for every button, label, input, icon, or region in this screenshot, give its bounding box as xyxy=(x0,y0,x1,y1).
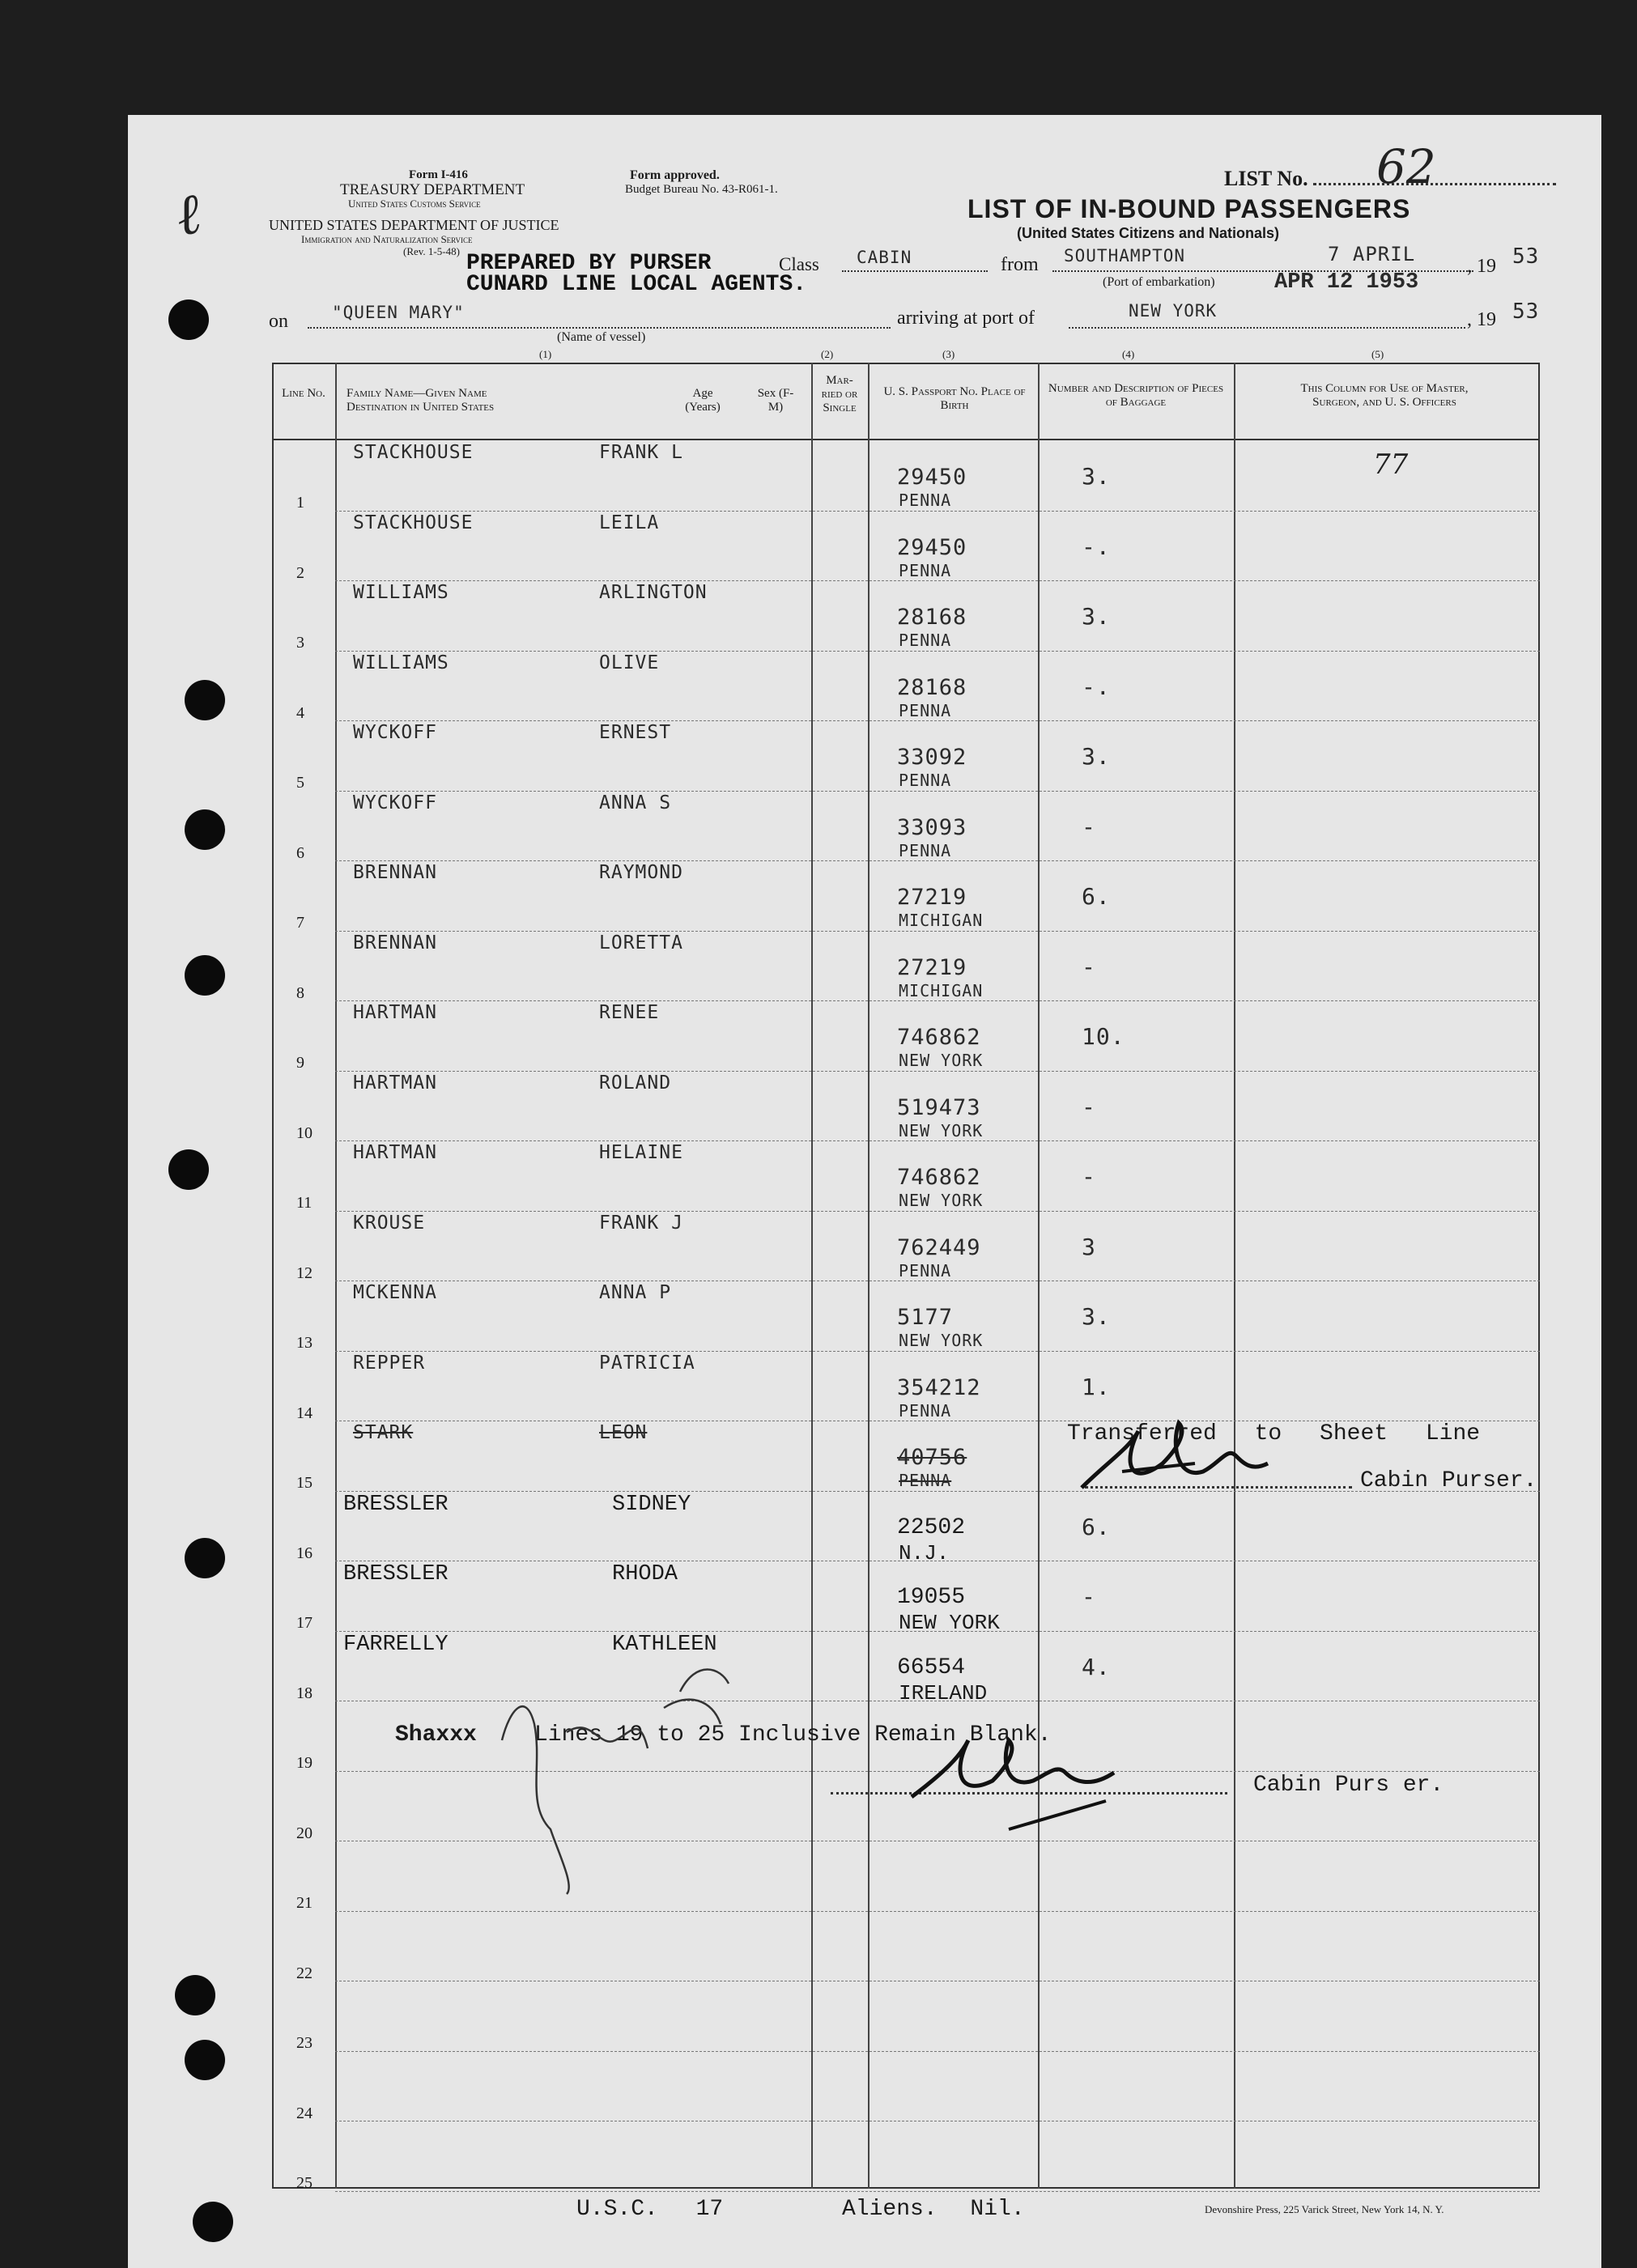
given-name: LORETTA xyxy=(599,932,683,953)
given-name: OLIVE xyxy=(599,652,660,673)
header-married: Mar- ried or Single xyxy=(821,374,858,414)
passport-number: 27219 xyxy=(897,954,967,980)
place-of-birth: MICHIGAN xyxy=(899,980,984,1000)
lines-blank-note: Lines 19 to 25 Inclusive Remain Blank. xyxy=(534,1722,1052,1748)
vessel-note: (Name of vessel) xyxy=(557,330,646,344)
form-title: LIST OF IN-BOUND PASSENGERS xyxy=(967,194,1411,223)
baggage-count: -. xyxy=(1082,673,1111,700)
line-number: 23 xyxy=(296,2034,313,2052)
family-name: WILLIAMS xyxy=(353,652,449,673)
footer-usc: U.S.C. 17 xyxy=(576,2197,724,2222)
place-of-birth: PENNA xyxy=(899,560,952,580)
row-divider xyxy=(335,931,1540,932)
baggage-count: 1. xyxy=(1082,1373,1111,1400)
passport-number: 28168 xyxy=(897,605,967,630)
header-sex: Sex (F-M) xyxy=(757,387,794,414)
place-of-birth: NEW YORK xyxy=(899,1120,984,1140)
on-label: on xyxy=(269,311,288,332)
family-name: HARTMAN xyxy=(353,1072,437,1094)
place-of-birth: PENNA xyxy=(899,771,952,790)
passport-number: 33092 xyxy=(897,745,967,770)
form-approved: Form approved. xyxy=(630,168,720,182)
embarkation-note: (Port of embarkation) xyxy=(1103,275,1215,289)
place-of-birth: PENNA xyxy=(899,1260,952,1281)
family-name: WYCKOFF xyxy=(353,792,437,813)
baggage-count: - xyxy=(1082,1163,1096,1190)
line-number: 18 xyxy=(296,1684,313,1702)
line-number: 9 xyxy=(296,1054,304,1072)
line-number: 8 xyxy=(296,983,304,1002)
passport-number: 5177 xyxy=(897,1305,954,1330)
family-name: REPPER xyxy=(353,1352,426,1374)
family-name: BRESSLER xyxy=(343,1492,449,1517)
baggage-count: 3. xyxy=(1082,1303,1111,1330)
punch-hole xyxy=(185,1538,225,1578)
family-name: WILLIAMS xyxy=(353,582,449,603)
line-number: 25 xyxy=(296,2174,313,2192)
punch-hole xyxy=(185,2040,225,2080)
handwritten-scribble xyxy=(478,1643,769,1902)
line-number: 21 xyxy=(296,1894,313,1912)
baggage-count: - xyxy=(1082,813,1096,840)
family-name: FARRELLY xyxy=(343,1632,449,1657)
footer-aliens: Aliens. Nil. xyxy=(842,2197,1025,2222)
line-number: 10 xyxy=(296,1123,313,1142)
given-name: LEILA xyxy=(599,512,660,533)
form-number: Form I-416 xyxy=(409,168,468,181)
given-name: FRANK L xyxy=(599,442,683,463)
given-name: FRANK J xyxy=(599,1212,683,1234)
form-revision: (Rev. 1-5-48) xyxy=(403,245,460,257)
row-divider xyxy=(335,580,1540,581)
place-of-birth: IRELAND xyxy=(899,1680,988,1705)
baggage-count: 6. xyxy=(1082,883,1111,910)
line-number: 22 xyxy=(296,1964,313,1982)
col-number-2: (2) xyxy=(821,348,834,360)
cabin-purser-2: Cabin Purs er. xyxy=(1253,1773,1444,1798)
given-name: ARLINGTON xyxy=(599,582,708,603)
header-officers: This Column for Use of Master, Surgeon, and U. S. Officers xyxy=(1300,382,1469,409)
baggage-count: 3 xyxy=(1082,1233,1096,1260)
baggage-count: 4. xyxy=(1082,1653,1111,1680)
prepared-by-line2: CUNARD LINE LOCAL AGENTS. xyxy=(466,272,807,297)
list-no-label: LIST No. xyxy=(1224,167,1308,190)
given-name: ROLAND xyxy=(599,1072,672,1094)
col-divider xyxy=(868,363,870,2189)
line-number: 2 xyxy=(296,563,304,582)
header-line-no: Line No. xyxy=(282,387,325,400)
vessel-underline xyxy=(308,327,891,329)
line-number: 7 xyxy=(296,914,304,932)
row-divider xyxy=(335,1631,1540,1632)
family-name: KROUSE xyxy=(353,1212,426,1234)
col-divider xyxy=(811,363,813,2189)
passport-number: 27219 xyxy=(897,885,967,910)
col-number-1: (1) xyxy=(539,348,552,360)
row-divider xyxy=(335,1071,1540,1072)
baggage-count: 3. xyxy=(1082,603,1111,630)
line-number: 3 xyxy=(296,634,304,652)
baggage-count: - xyxy=(1082,953,1096,980)
class-value: CABIN xyxy=(857,248,912,267)
arriving-port: NEW YORK xyxy=(1129,301,1218,321)
place-of-birth: PENNA xyxy=(899,631,952,650)
line-number: 17 xyxy=(296,1614,313,1632)
header-destination: Destination in United States xyxy=(347,401,495,414)
passport-number: 29450 xyxy=(897,534,967,560)
form-subtitle: (United States Citizens and Nationals) xyxy=(1017,225,1280,241)
col-number-3: (3) xyxy=(942,348,955,360)
vessel-name: "QUEEN MARY" xyxy=(332,303,465,322)
prepared-by-line1: PREPARED BY PURSER xyxy=(466,251,712,276)
col-number-5: (5) xyxy=(1371,348,1384,360)
given-name: PATRICIA xyxy=(599,1352,695,1374)
place-of-birth: PENNA xyxy=(899,491,952,510)
purser-signature-1 xyxy=(1074,1415,1284,1504)
given-name: ERNEST xyxy=(599,722,672,743)
punch-hole xyxy=(168,1149,209,1190)
row-divider xyxy=(335,1491,1540,1492)
transferred-note: Transferred to Sheet Line xyxy=(1067,1421,1481,1446)
place-of-birth: NEW YORK xyxy=(899,1611,1000,1635)
baggage-count: 6. xyxy=(1082,1513,1111,1540)
dept-ins: Immigration and Naturalization Service xyxy=(301,233,473,245)
passport-number: 29450 xyxy=(897,465,967,490)
col-divider xyxy=(335,363,337,2189)
place-of-birth: PENNA xyxy=(899,1400,952,1421)
year-prefix-2: , 19 xyxy=(1467,309,1496,330)
passport-number: 33093 xyxy=(897,814,967,840)
given-name: RENEE xyxy=(599,1002,660,1023)
given-name: RHODA xyxy=(612,1562,678,1586)
line-number: 19 xyxy=(296,1754,313,1772)
from-value: SOUTHAMPTON xyxy=(1064,246,1186,265)
punch-hole xyxy=(185,955,225,996)
officer-note: 77 xyxy=(1373,448,1409,481)
given-name: KATHLEEN xyxy=(612,1632,717,1657)
passport-number: 40756 xyxy=(897,1445,967,1470)
given-name: RAYMOND xyxy=(599,862,683,883)
passport-number: 19055 xyxy=(897,1585,966,1610)
passport-number: 66554 xyxy=(897,1654,966,1680)
passport-number: 746862 xyxy=(897,1025,981,1050)
punch-hole xyxy=(175,1975,215,2015)
row-divider xyxy=(335,791,1540,792)
class-label: Class xyxy=(779,254,819,274)
row-divider xyxy=(335,1211,1540,1212)
year-value-1: 53 xyxy=(1512,244,1540,269)
place-of-birth: NEW YORK xyxy=(899,1331,984,1350)
place-of-birth: PENNA xyxy=(899,1471,952,1490)
family-name: BRENNAN xyxy=(353,932,437,953)
punch-hole xyxy=(168,299,209,340)
printer-credit: Devonshire Press, 225 Varick Street, New York 14, N. Y. xyxy=(1205,2203,1444,2215)
line-number: 5 xyxy=(296,774,304,792)
row-divider xyxy=(335,860,1540,861)
arriving-label: arriving at port of xyxy=(897,308,1035,329)
line-number: 12 xyxy=(296,1264,313,1282)
budget-bureau: Budget Bureau No. 43-R061-1. xyxy=(625,183,778,196)
family-name: WYCKOFF xyxy=(353,722,437,743)
row-divider xyxy=(335,651,1540,652)
family-name: HARTMAN xyxy=(353,1002,437,1023)
from-label: from xyxy=(1001,254,1039,275)
row-divider xyxy=(335,720,1540,721)
table-header-bottom xyxy=(272,439,1540,440)
baggage-count: 3. xyxy=(1082,463,1111,490)
col-number-4: (4) xyxy=(1122,348,1135,360)
arrival-stamp-date: APR 12 1953 xyxy=(1274,270,1419,295)
place-of-birth: N.J. xyxy=(899,1540,950,1565)
passport-number: 354212 xyxy=(897,1374,981,1400)
family-name: STACKHOUSE xyxy=(353,512,474,533)
year-prefix-1: , 19 xyxy=(1467,256,1496,277)
line-number: 11 xyxy=(296,1194,313,1212)
arriving-underline xyxy=(1069,327,1465,329)
col-divider xyxy=(1038,363,1040,2189)
family-name: HARTMAN xyxy=(353,1142,437,1163)
family-name: MCKENNA xyxy=(353,1282,437,1303)
passport-number: 519473 xyxy=(897,1094,981,1120)
line-number: 1 xyxy=(296,494,304,512)
punch-hole xyxy=(185,680,225,720)
row-divider xyxy=(335,1911,1540,1912)
row-divider xyxy=(335,1140,1540,1141)
dept-treasury: TREASURY DEPARTMENT xyxy=(340,181,525,198)
cabin-purser-1: Cabin Purser. xyxy=(1360,1468,1537,1493)
purser-signature-2 xyxy=(895,1732,1138,1837)
place-of-birth: MICHIGAN xyxy=(899,911,984,930)
place-of-birth: PENNA xyxy=(899,840,952,860)
given-name: ANNA S xyxy=(599,792,672,813)
dept-customs: United States Customs Service xyxy=(348,197,481,210)
place-of-birth: PENNA xyxy=(899,700,952,720)
passport-number: 22502 xyxy=(897,1514,966,1540)
place-of-birth: NEW YORK xyxy=(899,1051,984,1070)
row-divider xyxy=(335,511,1540,512)
place-of-birth: NEW YORK xyxy=(899,1191,984,1210)
given-name: LEON xyxy=(599,1422,648,1443)
baggage-count: -. xyxy=(1082,533,1111,560)
dept-justice: UNITED STATES DEPARTMENT OF JUSTICE xyxy=(269,217,559,233)
row-divider xyxy=(335,2191,1540,2192)
family-name: STACKHOUSE xyxy=(353,442,474,463)
list-number: 62 xyxy=(1376,139,1436,194)
family-name: STARK xyxy=(353,1422,414,1443)
header-passport: U. S. Passport No. Place of Birth xyxy=(883,385,1026,412)
family-name: BRENNAN xyxy=(353,862,437,883)
passport-number: 762449 xyxy=(897,1234,981,1260)
line-number: 13 xyxy=(296,1334,313,1352)
class-underline xyxy=(842,270,988,272)
line-number: 24 xyxy=(296,2104,313,2122)
baggage-count: - xyxy=(1082,1093,1096,1120)
given-name: ANNA P xyxy=(599,1282,672,1303)
line-number: 4 xyxy=(296,703,304,722)
baggage-count: 10. xyxy=(1082,1023,1125,1050)
given-name: SIDNEY xyxy=(612,1492,691,1517)
given-name: HELAINE xyxy=(599,1142,683,1163)
header-family-name: Family Name—Given Name xyxy=(347,387,487,400)
family-name: BRESSLER xyxy=(343,1562,449,1586)
line-number: 16 xyxy=(296,1544,313,1562)
line-number: 20 xyxy=(296,1824,313,1842)
row-divider xyxy=(335,1351,1540,1352)
header-baggage: Number and Description of Pieces of Baggage xyxy=(1048,382,1224,409)
passport-number: 28168 xyxy=(897,674,967,700)
punch-hole xyxy=(193,2202,233,2242)
line-number: 14 xyxy=(296,1404,313,1422)
row-divider xyxy=(335,1000,1540,1001)
date-value: 7 APRIL xyxy=(1328,243,1416,265)
passport-number: 746862 xyxy=(897,1165,981,1190)
punch-hole xyxy=(185,809,225,850)
line-number: 15 xyxy=(296,1474,313,1492)
year-value-2: 53 xyxy=(1512,299,1540,324)
row-divider xyxy=(335,2051,1540,2052)
col-divider xyxy=(1234,363,1235,2189)
shaxxx-strikeout: Shaxxx xyxy=(395,1722,477,1748)
header-age: Age (Years) xyxy=(685,387,721,414)
line-number: 6 xyxy=(296,843,304,862)
baggage-count: - xyxy=(1082,1583,1096,1610)
baggage-count: 3. xyxy=(1082,743,1111,770)
corner-handwriting: ℓ xyxy=(171,180,206,249)
